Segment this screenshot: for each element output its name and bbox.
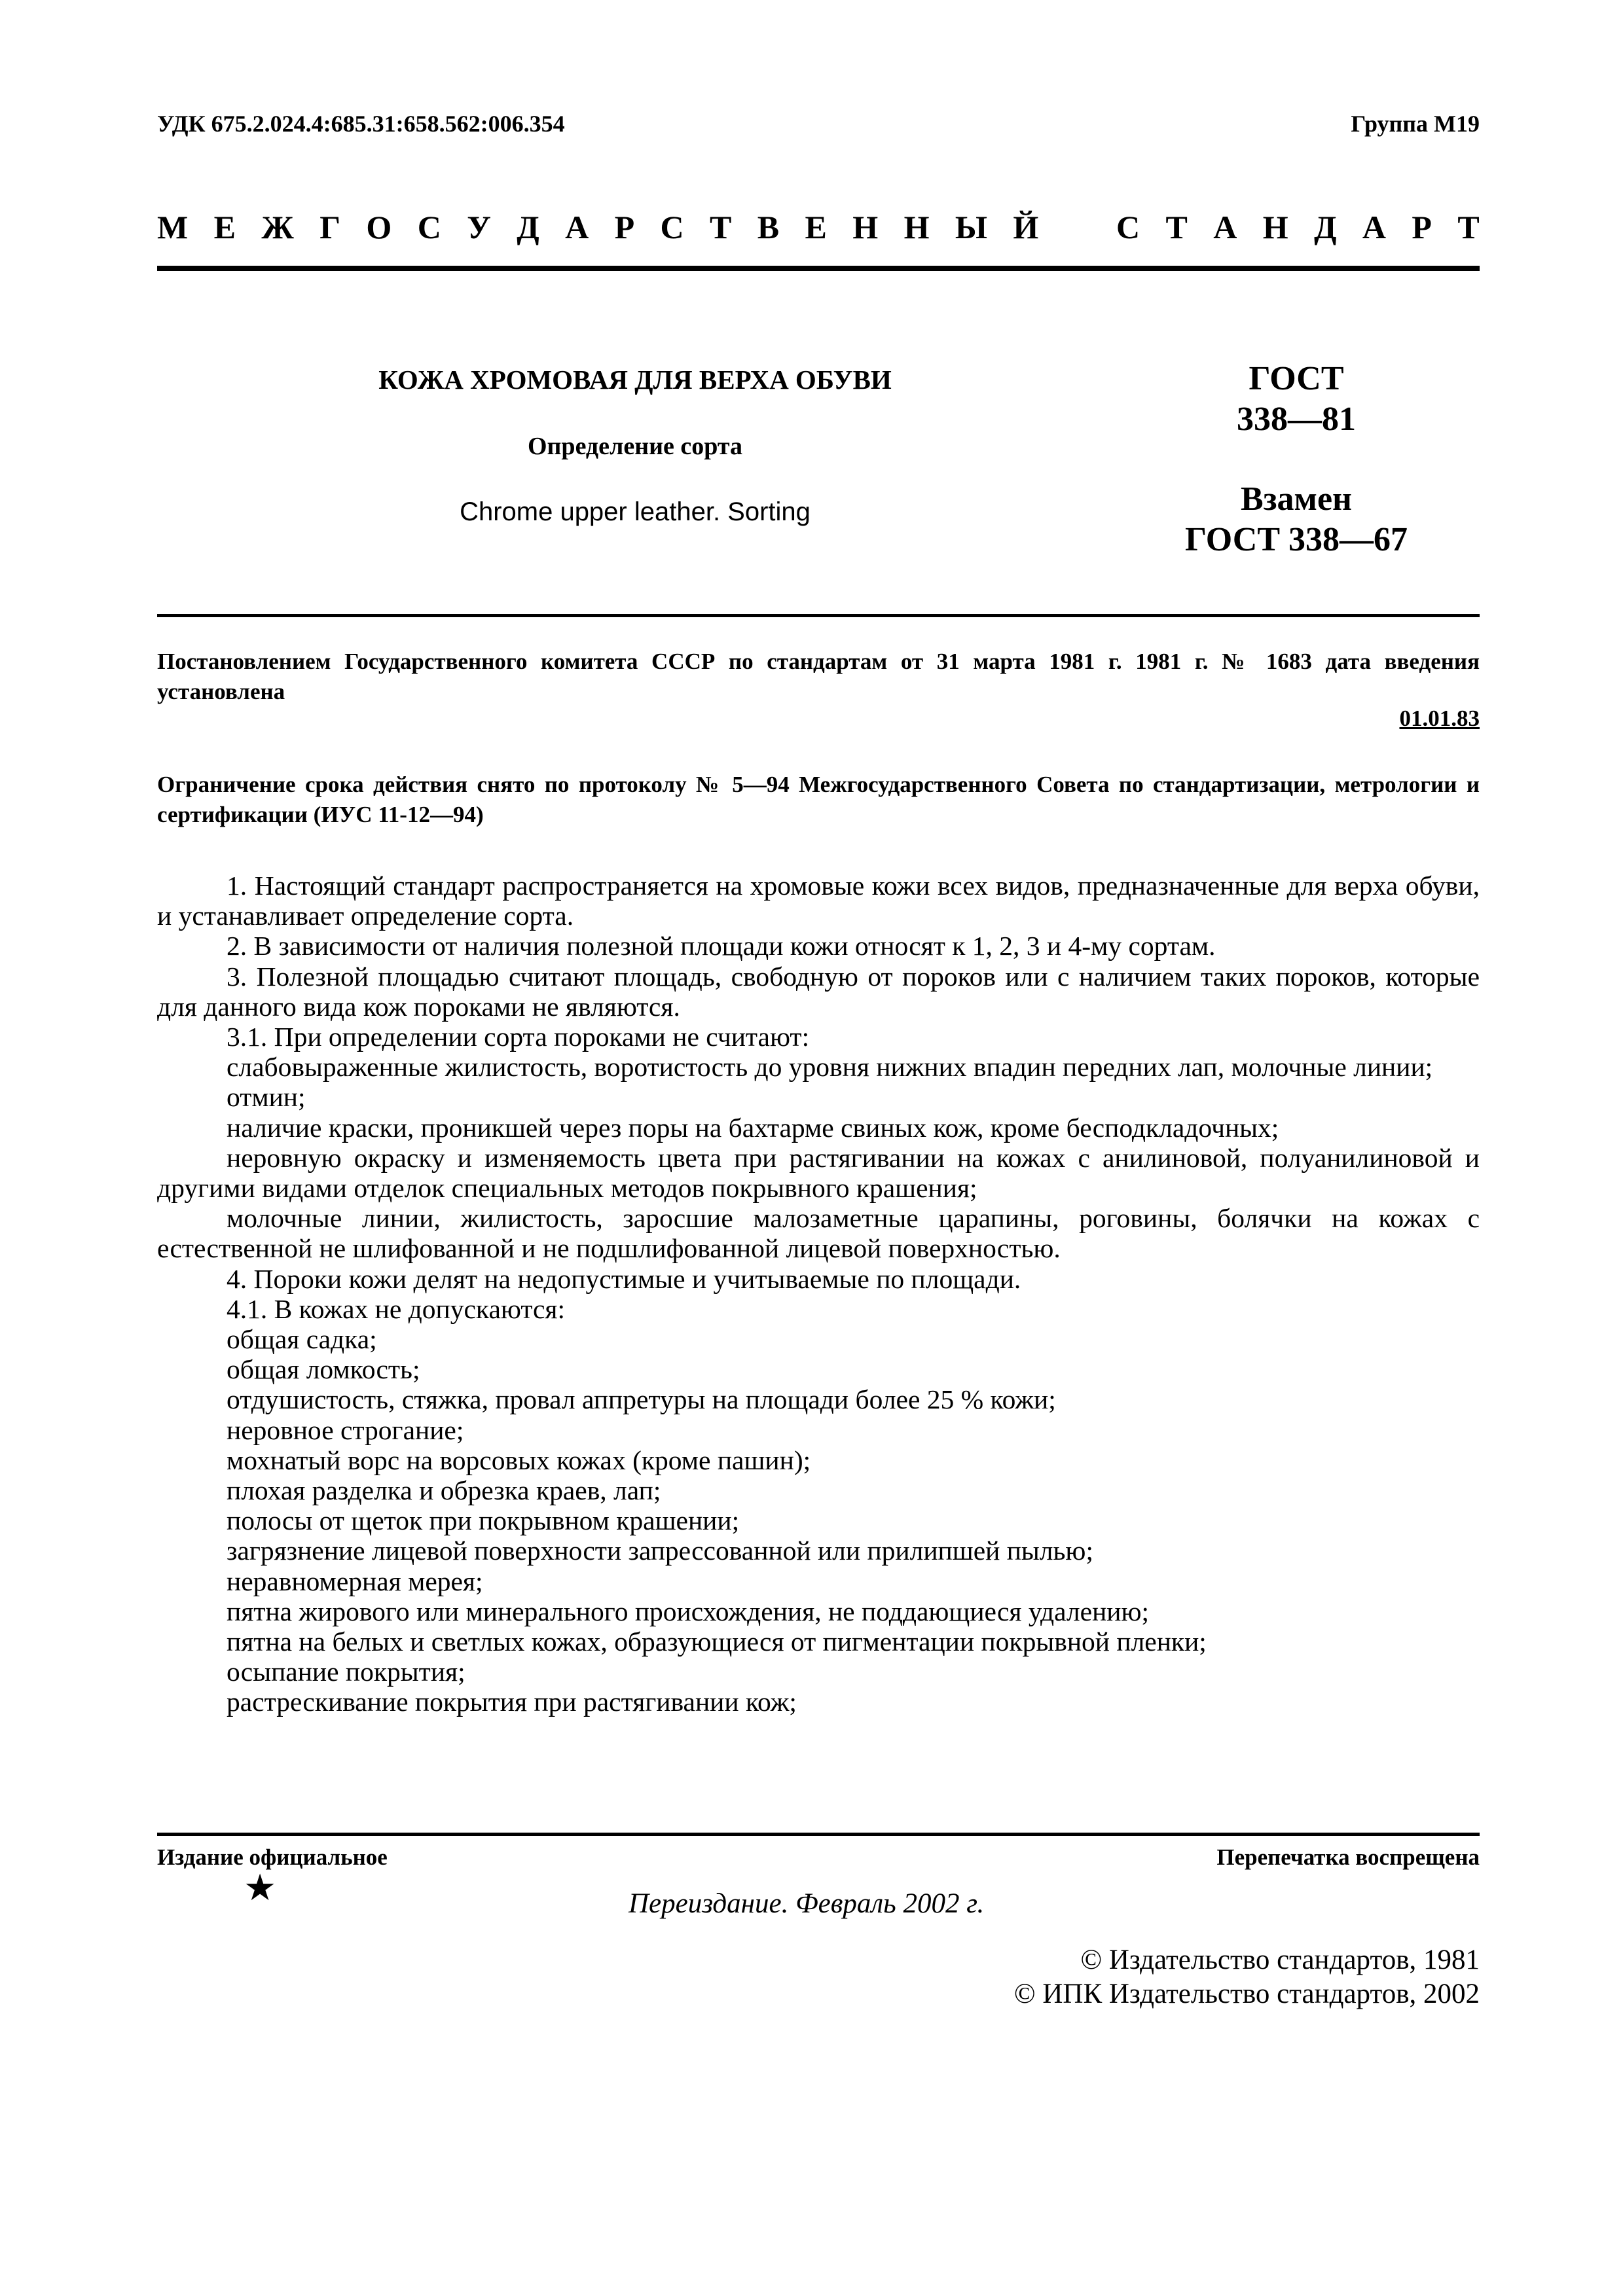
standard-subtitle: Определение сорта <box>527 433 742 460</box>
banner-letter: Н <box>852 209 879 245</box>
standard-title: КОЖА ХРОМОВАЯ ДЛЯ ВЕРХА ОБУВИ <box>378 365 892 395</box>
clause-2: 2. В зависимости от наличия полезной площади кожи относят к 1, 2, 3 и 4-му сортам. <box>227 931 1216 961</box>
banner-letter: Е <box>805 209 827 245</box>
list-item: осыпание покрытия; <box>227 1657 465 1687</box>
list-item: общая садка; <box>227 1324 377 1355</box>
banner-letter: Н <box>903 209 930 245</box>
list-item: плохая разделка и обрезка краев, лап; <box>227 1475 661 1506</box>
replaces-standard: ГОСТ 338—67 <box>1184 521 1408 558</box>
banner-letter: С <box>417 209 441 245</box>
banner-letter: Е <box>213 209 236 245</box>
banner-letter: О <box>366 209 392 245</box>
banner-letter: У <box>467 209 491 245</box>
banner-gap <box>1065 208 1091 246</box>
banner-letter: А <box>565 209 589 245</box>
list-item: неровное строгание; <box>227 1414 464 1445</box>
banner-letter: Д <box>517 209 539 245</box>
replaces-label: Взамен <box>1240 480 1353 518</box>
interstate-standard-banner <box>157 208 1480 246</box>
decree-text: Постановлением Государственного комитета СССР по стандартам от 31 марта 1981 г. 1981 г. № 1683 дата введения установлена <box>157 649 1480 704</box>
group-code: Группа М19 <box>1351 111 1480 137</box>
reissue-note: Переиздание. Февраль 2002 г. <box>629 1888 985 1919</box>
banner-letter: С <box>660 209 684 245</box>
star-icon: ★ <box>244 1868 277 1909</box>
udc-code: УДК 675.2.024.4:685.31:658.562:006.354 <box>157 111 565 137</box>
list-item: отмин; <box>227 1082 306 1113</box>
copyright-1981: © Издательство стандартов, 1981 <box>1080 1945 1480 1975</box>
list-item: загрязнение лицевой поверхности запрессованной или прилипшей пылью; <box>227 1535 1093 1566</box>
banner-letter: Р <box>1412 209 1432 245</box>
list-item: неравномерная мерея; <box>227 1566 483 1596</box>
copyright-2002: © ИПК Издательство стандартов, 2002 <box>1013 1979 1480 2009</box>
banner-letter: Р <box>614 209 635 245</box>
reprint-prohibited-label: Перепечатка воспрещена <box>1216 1844 1480 1870</box>
banner-letter: Т <box>1457 209 1480 245</box>
list-item: полосы от щеток при покрывном крашении; <box>227 1505 740 1536</box>
english-title: Chrome upper leather. Sorting <box>460 497 811 526</box>
banner-letter: Т <box>1165 209 1188 245</box>
list-item: пятна жирового или минерального происхождения, не поддающиеся удалению; <box>227 1596 1150 1626</box>
banner-letter: Ж <box>261 209 294 245</box>
banner-letter: Г <box>319 209 340 245</box>
banner-letter: Д <box>1314 209 1337 245</box>
banner-letter: Й <box>1013 209 1039 245</box>
clause-3: 3. Полезной площадью считают площадь, свободную от пороков или с наличием таких пороков, которые для данного вида кож пороками не являются. <box>157 961 1480 1022</box>
banner-letter: А <box>1213 209 1237 245</box>
limitation-text: Ограничение срока действия снято по протоколу № 5—94 Межгосударственного Совета по стандартизации, метрологии и сертификации (ИУС 11-12—94) <box>157 772 1480 827</box>
list-item: неровную окраску и изменяемость цвета при растягивании на кожах с анилиновой, полуанилиновой и другими видами отделок специальных методов покрывного крашения; <box>157 1142 1480 1204</box>
banner-letter: М <box>157 209 189 245</box>
banner-letter: Т <box>710 209 732 245</box>
standard-body <box>157 870 1480 1717</box>
clause-3-1: 3.1. При определении сорта пороками не считают: <box>227 1022 810 1052</box>
footer-rule <box>157 1833 1480 1836</box>
banner-letter: В <box>757 209 780 245</box>
list-item: отдушистость, стяжка, провал аппретуры на площади более 25 % кожи; <box>227 1384 1056 1415</box>
title-rule <box>157 614 1480 617</box>
clause-4-1: 4.1. В кожах не допускаются: <box>227 1293 566 1324</box>
list-item: растрескивание покрытия при растягивании кож; <box>227 1687 797 1717</box>
banner-letter: Н <box>1262 209 1288 245</box>
list-item: слабовыраженные жилистость, воротистость до уровня нижних впадин передних лап, молочные линии; <box>227 1052 1433 1083</box>
introduction-date: 01.01.83 <box>1399 706 1480 731</box>
list-item: молочные линии, жилистость, заросшие малозаметные царапины, роговины, болячки на кожах с естественной не шлифованной и не подшлифованной лицевой поверхностью. <box>157 1203 1480 1264</box>
banner-letter: А <box>1362 209 1386 245</box>
banner-letter: Ы <box>955 209 987 245</box>
banner-letter: С <box>1116 209 1140 245</box>
gost-label: ГОСТ <box>1249 360 1344 397</box>
clause-4: 4. Пороки кожи делят на недопустимые и учитываемые по площади. <box>227 1263 1021 1294</box>
list-item: общая ломкость; <box>227 1354 420 1385</box>
list-item: мохнатый ворс на ворсовых кожах (кроме пашин); <box>227 1444 811 1475</box>
list-item: пятна на белых и светлых кожах, образующиеся от пигментации покрывной пленки; <box>227 1626 1207 1657</box>
gost-number: 338—81 <box>1237 401 1356 438</box>
list-item: наличие краски, проникшей через поры на бахтарме свиных кож, кроме бесподкладочных; <box>227 1112 1279 1143</box>
official-edition-label: Издание официальное <box>157 1844 388 1870</box>
clause-1: 1. Настоящий стандарт распространяется на хромовые кожи всех видов, предназначенные для верха обуви, и устанавливает определение сорта. <box>157 870 1480 931</box>
banner-rule <box>157 266 1480 271</box>
